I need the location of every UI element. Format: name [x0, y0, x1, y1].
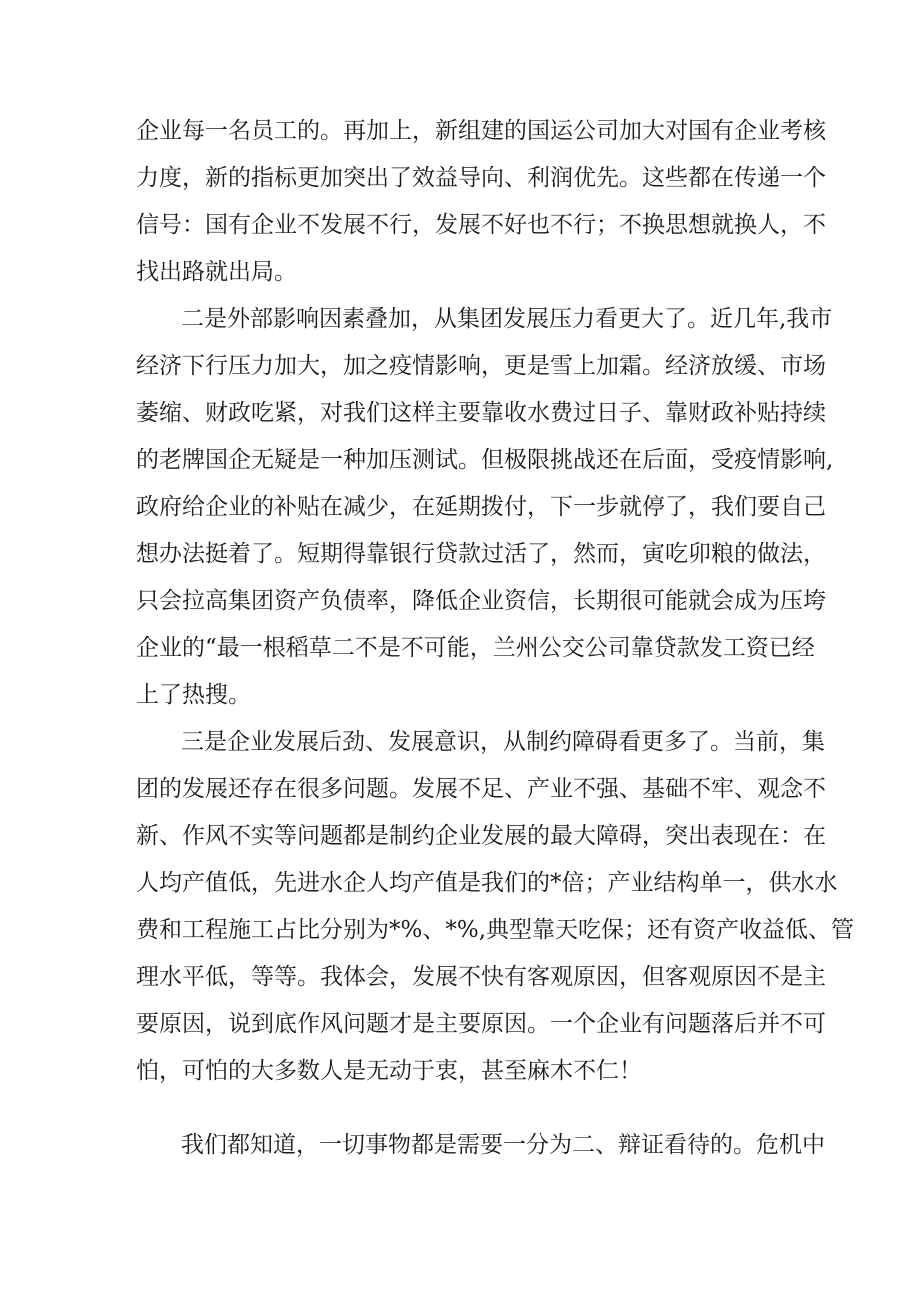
- text-line: 费和工程施工占比分别为*%、*%,典型靠天吃保；还有资产收益低、管: [136, 917, 855, 943]
- text-line: 只会拉高集团资产负债率，降低企业资信，长期很可能就会成为压垮: [136, 588, 826, 614]
- text-line: 人均产值低，先进水企人均产值是我们的*倍；产业结构单一，供水水: [136, 870, 838, 896]
- text-line: 理水平低，等等。我体会，发展不快有客观原因，但客观原因不是主: [136, 964, 826, 990]
- text-line: 找出路就出局。: [136, 259, 297, 285]
- text-line: 企业每一名员工的。再加上，新组建的国运公司加大对国有企业考核: [136, 118, 826, 144]
- text-line: 我们都知道，一切事物都是需要一分为二、辩证看待的。危机中: [181, 1132, 825, 1158]
- text-line: 怕，可怕的大多数人是无动于衷，甚至麻木不仁！: [136, 1058, 642, 1084]
- text-line: 的老牌国企无疑是一种加压测试。但极限挑战还在后面，受疫情影响,: [136, 447, 834, 473]
- text-line: 要原因，说到底作风问题才是主要原因。一个企业有问题落后并不可: [136, 1011, 826, 1037]
- text-line: 信号：国有企业不发展不行，发展不好也不行；不换思想就换人，不: [136, 212, 826, 238]
- text-line: 萎缩、财政吃紧，对我们这样主要靠收水费过日子、靠财政补贴持续: [136, 400, 826, 426]
- text-line: 经济下行压力加大，加之疫情影响，更是雪上加霜。经济放缓、市场: [136, 353, 826, 379]
- text-line: 力度，新的指标更加突出了效益导向、利润优先。这些都在传递一个: [136, 165, 826, 191]
- text-line: 政府给企业的补贴在减少，在延期拨付，下一步就停了，我们要自己: [136, 494, 826, 520]
- text-line: 二是外部影响因素叠加，从集团发展压力看更大了。近几年,我市: [181, 306, 833, 332]
- text-line: 三是企业发展后劲、发展意识，从制约障碍看更多了。当前，集: [181, 729, 825, 755]
- text-line: 企业的“最一根稻草二不是不可能，兰州公交公司靠贷款发工资已经: [136, 635, 815, 661]
- text-line: 团的发展还存在很多问题。发展不足、产业不强、基础不牢、观念不: [136, 776, 826, 802]
- text-line: 想办法挺着了。短期得靠银行贷款过活了，然而，寅吃卯粮的做法，: [136, 541, 826, 567]
- text-line: 新、作风不实等问题都是制约企业发展的最大障碍，突出表现在：在: [136, 823, 826, 849]
- text-line: 上了热搜。: [136, 682, 251, 708]
